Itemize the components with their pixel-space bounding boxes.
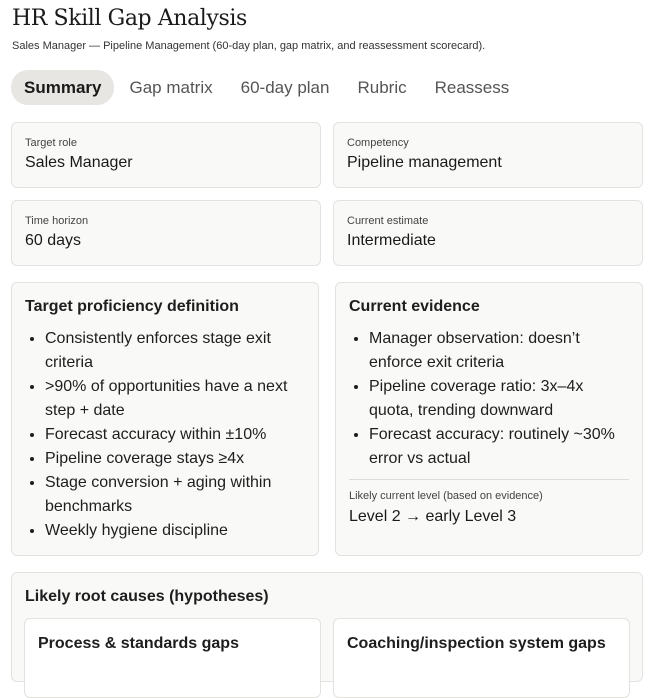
tab-bar (11, 70, 524, 105)
page-title: HR Skill Gap Analysis (12, 6, 247, 31)
process-gaps-card (24, 618, 321, 698)
current-evidence-card (335, 282, 643, 556)
competency-label: Competency (347, 137, 409, 149)
target-proficiency-card (11, 282, 319, 556)
current-evidence-list (349, 327, 627, 471)
list-item: • Forecast accuracy within ±10% (45, 423, 307, 447)
tab-rubric[interactable]: Rubric (357, 78, 407, 97)
target-role-value: Sales Manager (25, 154, 133, 171)
tab-gap-matrix[interactable]: Gap matrix (129, 78, 213, 97)
list-item: • Consistently enforces stage exit criteria (45, 327, 307, 375)
divider (349, 479, 629, 480)
page-subtitle: Sales Manager — Pipeline Management (60-day plan, gap matrix, and reassessment scorecard). (12, 40, 486, 52)
root-causes-card (11, 572, 643, 682)
root-causes-title: Likely root causes (hypotheses) (25, 588, 269, 605)
current-estimate-label: Current estimate (347, 215, 429, 227)
target-role-label: Target role (25, 137, 77, 149)
list-item: • Pipeline coverage stays ≥4x (45, 447, 307, 471)
list-item: • >90% of opportunities have a next step + date (45, 375, 307, 423)
current-estimate-value: Intermediate (347, 232, 436, 249)
process-gaps-title: Process & standards gaps (38, 635, 239, 652)
current-level-label: Likely current level (based on evidence) (349, 490, 543, 502)
time-horizon-card (11, 200, 321, 266)
list-item: • Weekly hygiene discipline (45, 519, 307, 543)
target-proficiency-list (25, 327, 307, 543)
coaching-gaps-card (333, 618, 630, 698)
tab-summary[interactable]: Summary (11, 70, 114, 105)
tab-reassess[interactable]: Reassess (434, 78, 510, 97)
time-horizon-label: Time horizon (25, 215, 89, 227)
target-proficiency-title: Target proficiency definition (25, 298, 239, 315)
coaching-gaps-title: Coaching/inspection system gaps (347, 635, 606, 652)
current-estimate-card (333, 200, 643, 266)
current-evidence-title: Current evidence (349, 298, 480, 315)
tab-60-day-plan[interactable]: 60-day plan (240, 78, 330, 97)
list-item: • Forecast accuracy: routinely ~30% error vs actual (369, 423, 627, 471)
list-item: • Manager observation: doesn’t enforce exit criteria (369, 327, 627, 375)
competency-value: Pipeline management (347, 154, 502, 171)
list-item: • Stage conversion + aging within benchmarks (45, 471, 307, 519)
list-item: • Pipeline coverage ratio: 3x–4x quota, trending downward (369, 375, 627, 423)
current-level-value: Level 2 → early Level 3 (349, 508, 517, 525)
target-role-card (11, 122, 321, 188)
competency-card (333, 122, 643, 188)
time-horizon-value: 60 days (25, 232, 82, 249)
